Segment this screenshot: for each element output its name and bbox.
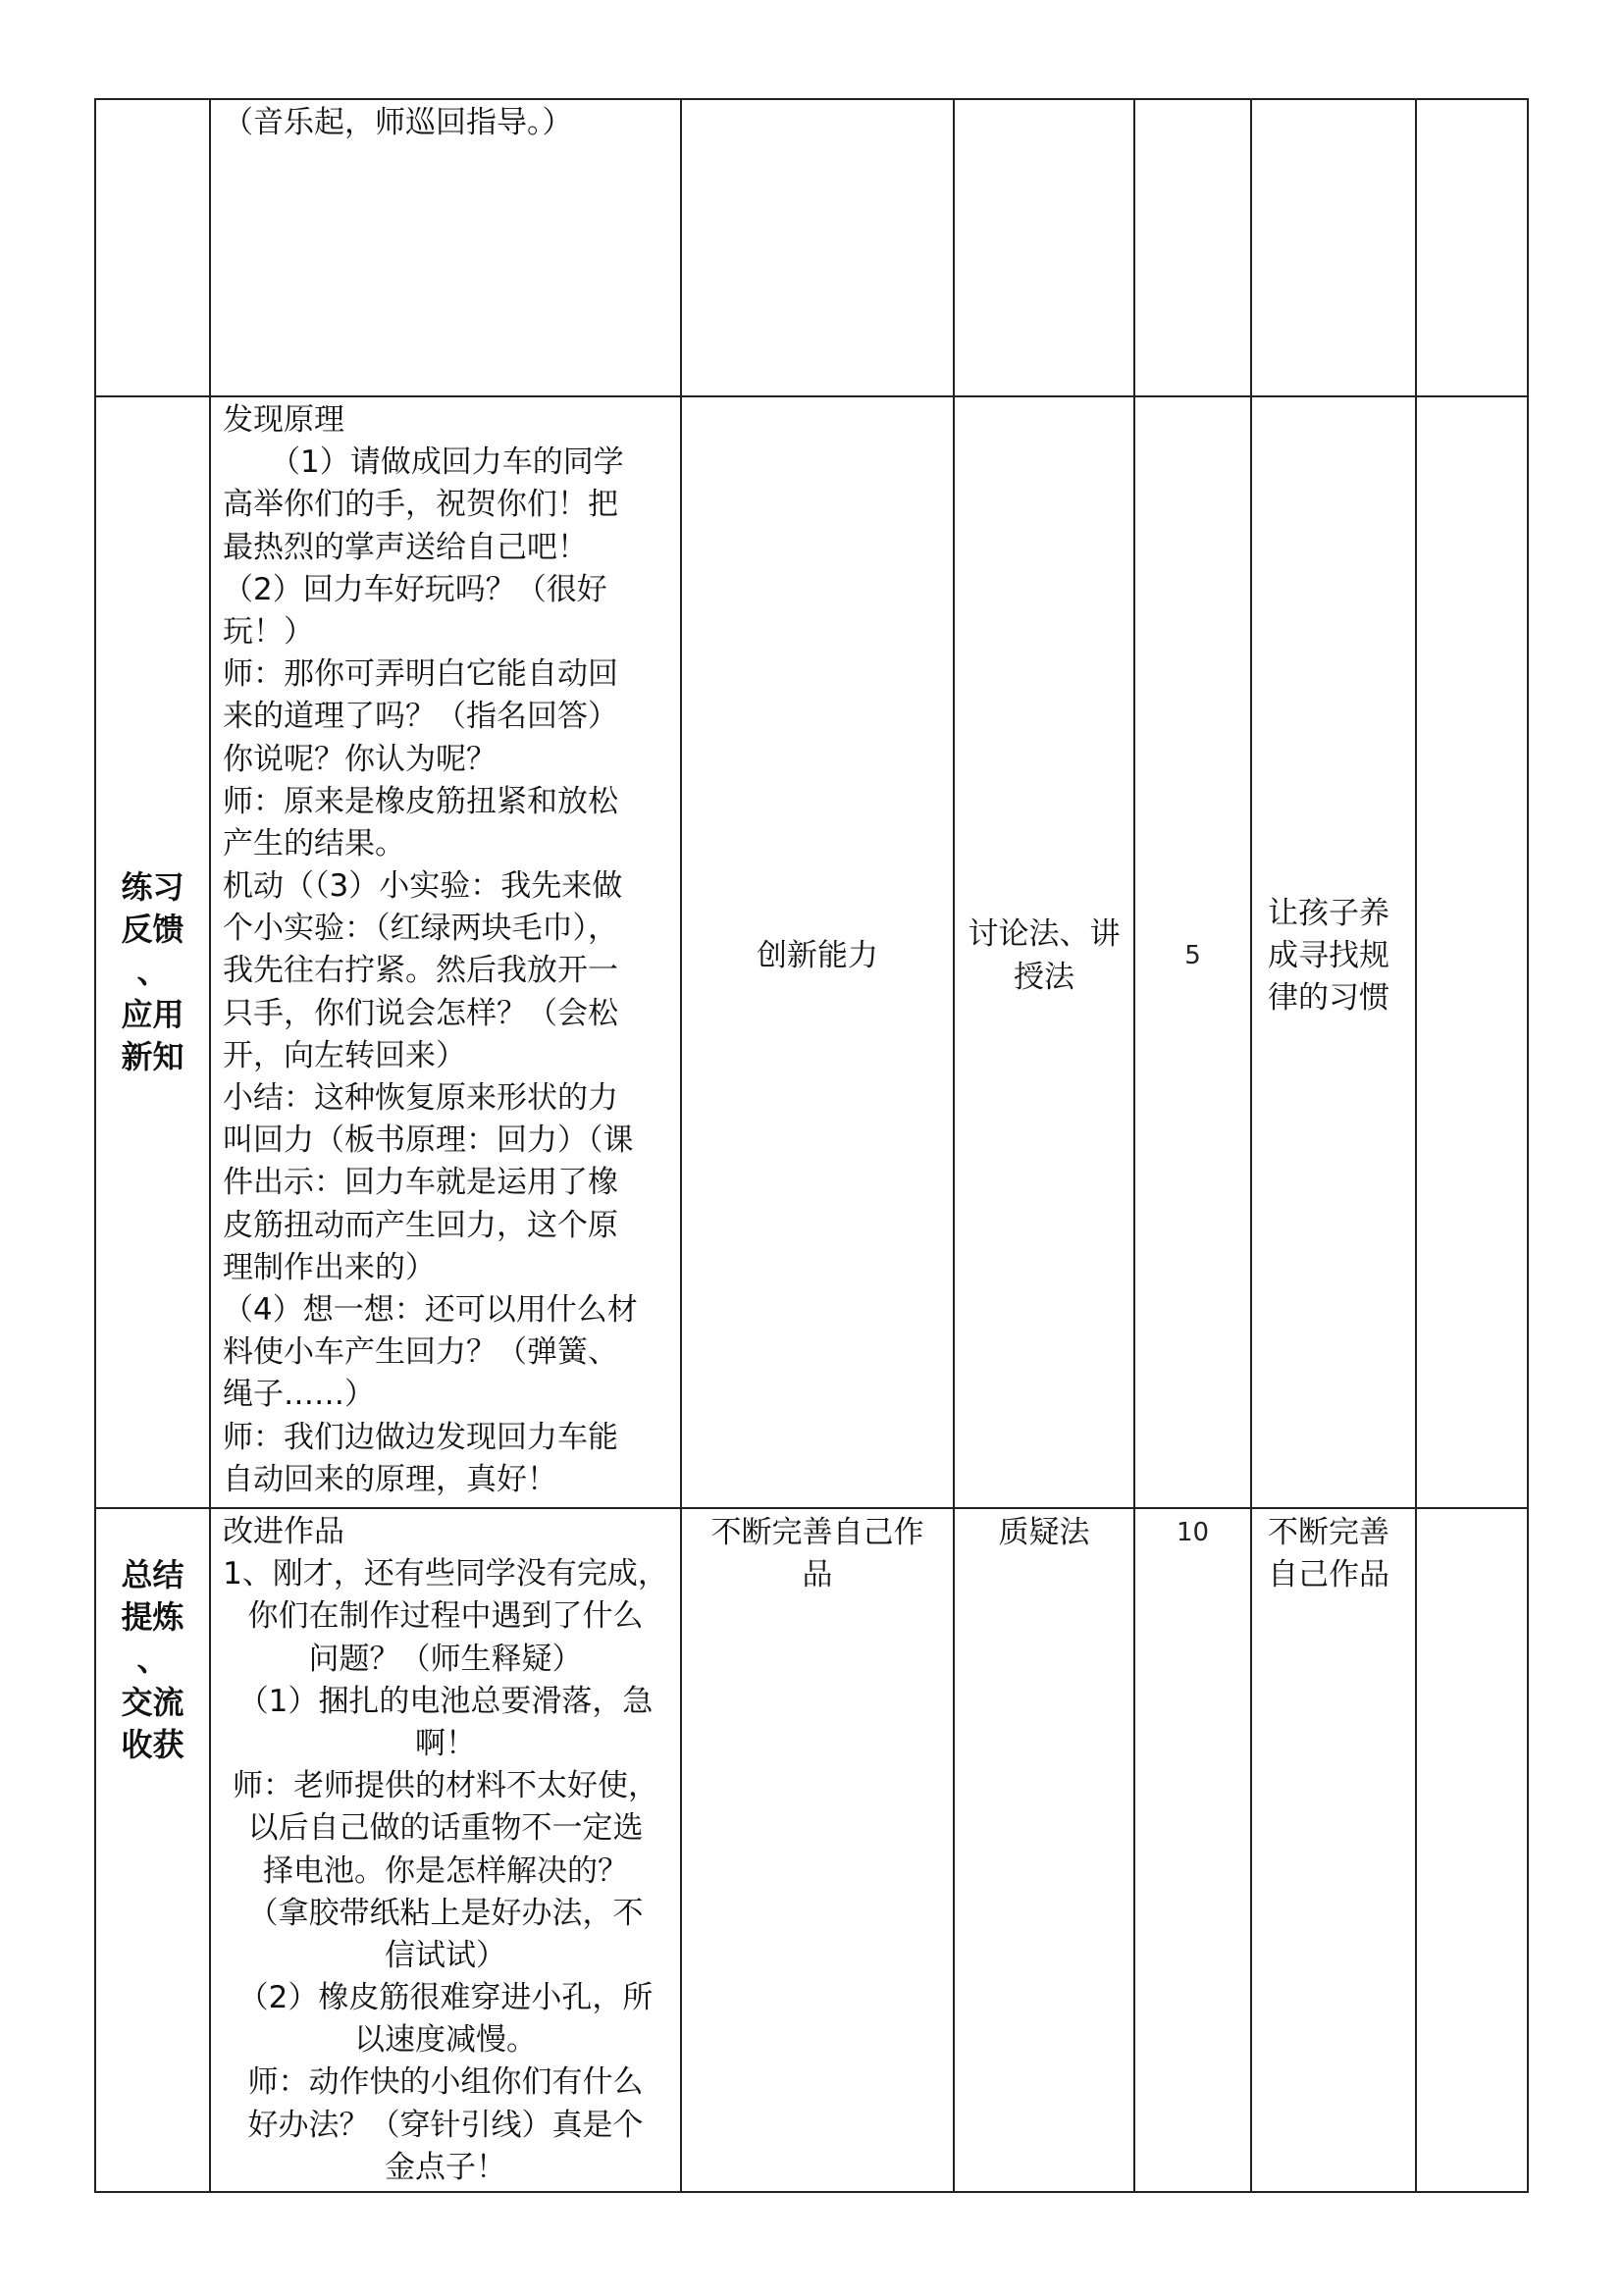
content-line: 以速度减慢。: [354, 2022, 537, 2059]
row3-method-cell: [955, 1509, 1135, 2193]
lesson-plan-table: [94, 98, 1529, 2193]
stage-label-line: 、: [136, 1641, 169, 1679]
content-line: 小结：这种恢复原来形状的力: [223, 1080, 618, 1116]
row1-intent-cell: [1252, 100, 1417, 397]
content-line: 理制作出来的）: [223, 1249, 436, 1285]
row3-ability-cell: [682, 1509, 955, 2193]
content-line: 开，向左转回来）: [223, 1037, 466, 1073]
stage-label-line: 反馈: [121, 911, 184, 949]
row3-notes-cell: [1417, 1509, 1529, 2193]
content-line: 高举你们的手，祝贺你们！把: [223, 487, 618, 523]
row2-notes-cell: [1417, 397, 1529, 1509]
content-line: 问题？（师生释疑）: [308, 1641, 583, 1677]
content-line: （2）回力车好玩吗？（很好: [223, 571, 607, 607]
content-line: 金点子！: [385, 2149, 506, 2185]
method-line: 讨论法、讲: [968, 916, 1121, 953]
intent-line: 自己作品: [1268, 1557, 1389, 1593]
method-line: 授法: [1014, 959, 1074, 995]
stage-label-line: 提炼: [121, 1598, 184, 1637]
content-line: 师：那你可弄明白它能自动回: [223, 656, 618, 693]
row2-method-cell: [955, 397, 1135, 1509]
row1-stage-cell: [96, 100, 211, 397]
content-line: 叫回力（板书原理：回力）（课: [223, 1122, 634, 1159]
content-line: 师：我们边做边发现回力车能: [223, 1419, 618, 1455]
stage-label-line: 交流: [121, 1683, 184, 1721]
content-line: （4）想一想：还可以用什么材: [223, 1291, 638, 1328]
content-line: 师：动作快的小组你们有什么: [247, 2064, 644, 2101]
intent-line: 律的习惯: [1268, 980, 1389, 1017]
method-line: 质疑法: [998, 1515, 1090, 1550]
content-line: 产生的结果。: [223, 825, 405, 861]
content-line: 1、刚才，还有些同学没有完成，: [223, 1556, 668, 1592]
content-line: 你们在制作过程中遇到了什么: [247, 1598, 644, 1635]
minutes-value: 10: [1176, 1518, 1210, 1547]
content-line: 发现原理: [223, 402, 344, 438]
row1-content-cell: [211, 100, 682, 397]
row2-stage-cell: [96, 397, 211, 1509]
content-line: 啊！: [415, 1725, 476, 1761]
stage-label-line: 应用: [121, 995, 184, 1033]
row1-notes-cell: [1417, 100, 1529, 397]
stage-label-line: 收获: [121, 1725, 184, 1763]
content-line: 择电池。你是怎样解决的？: [263, 1852, 628, 1889]
row2-content-cell: [211, 397, 682, 1509]
content-line: 机动（（3）小实验：我先来做: [223, 868, 623, 905]
row3-minutes-cell: [1135, 1509, 1252, 2193]
content-line: （音乐起，师巡回指导。）: [223, 105, 573, 140]
row1-minutes-cell: [1135, 100, 1252, 397]
content-line: （1）请做成回力车的同学: [270, 444, 624, 481]
content-line: 绳子……）: [223, 1377, 375, 1413]
row3-stage-cell: [96, 1509, 211, 2193]
intent-line: 让孩子养: [1268, 895, 1389, 931]
content-line: 师：老师提供的材料不太好使，: [233, 1768, 658, 1804]
content-line: 只手，你们说会怎样？（会松: [223, 995, 618, 1031]
stage-label-line: 总结: [121, 1556, 184, 1593]
content-line: （拿胶带纸粘上是好办法，不: [247, 1895, 644, 1931]
row2-intent-cell: [1252, 397, 1417, 1509]
row3-intent-cell: [1252, 1509, 1417, 2193]
row3-content-cell: [211, 1509, 682, 2193]
ability-line: 品: [802, 1557, 833, 1593]
content-line: 来的道理了吗？（指名回答）: [223, 699, 618, 735]
content-line: 改进作品: [223, 1514, 344, 1549]
content-line: 料使小车产生回力？（弹簧、: [223, 1334, 618, 1371]
content-line: 个小实验：（红绿两块毛巾），: [223, 911, 618, 947]
content-line: 自动回来的原理，真好！: [223, 1461, 557, 1497]
minutes-value: 5: [1184, 940, 1201, 970]
intent-line: 成寻找规: [1268, 937, 1389, 973]
stage-label-line: 练习: [121, 868, 184, 906]
content-line: 皮筋扭动而产生回力，这个原: [223, 1207, 618, 1243]
content-line: （1）捆扎的电池总要滑落，急: [237, 1683, 654, 1719]
content-line: （2）橡皮筋很难穿进小孔，所: [237, 1980, 654, 2016]
ability-line: 创新能力: [757, 937, 878, 973]
intent-line: 不断完善: [1268, 1515, 1389, 1550]
row2-ability-cell: [682, 397, 955, 1509]
content-line: 信试试）: [385, 1937, 506, 1973]
stage-label-line: 、: [136, 953, 169, 991]
content-line: 我先往右拧紧。然后我放开一: [223, 953, 618, 989]
row2-minutes-cell: [1135, 397, 1252, 1509]
content-line: 好办法？（穿针引线）真是个: [247, 2107, 644, 2143]
content-line: 最热烈的掌声送给自己吧！: [223, 529, 588, 565]
content-line: 件出示：回力车就是运用了橡: [223, 1165, 618, 1201]
content-line: 师：原来是橡皮筋扭紧和放松: [223, 783, 618, 819]
row1-method-cell: [955, 100, 1135, 397]
ability-line: 不断完善自己作: [710, 1515, 924, 1550]
row1-ability-cell: [682, 100, 955, 397]
stage-label-line: 新知: [121, 1037, 184, 1075]
content-line: 玩！）: [223, 613, 314, 650]
content-line: 你说呢？你认为呢？: [223, 741, 497, 777]
content-line: 以后自己做的话重物不一定选: [247, 1810, 644, 1847]
